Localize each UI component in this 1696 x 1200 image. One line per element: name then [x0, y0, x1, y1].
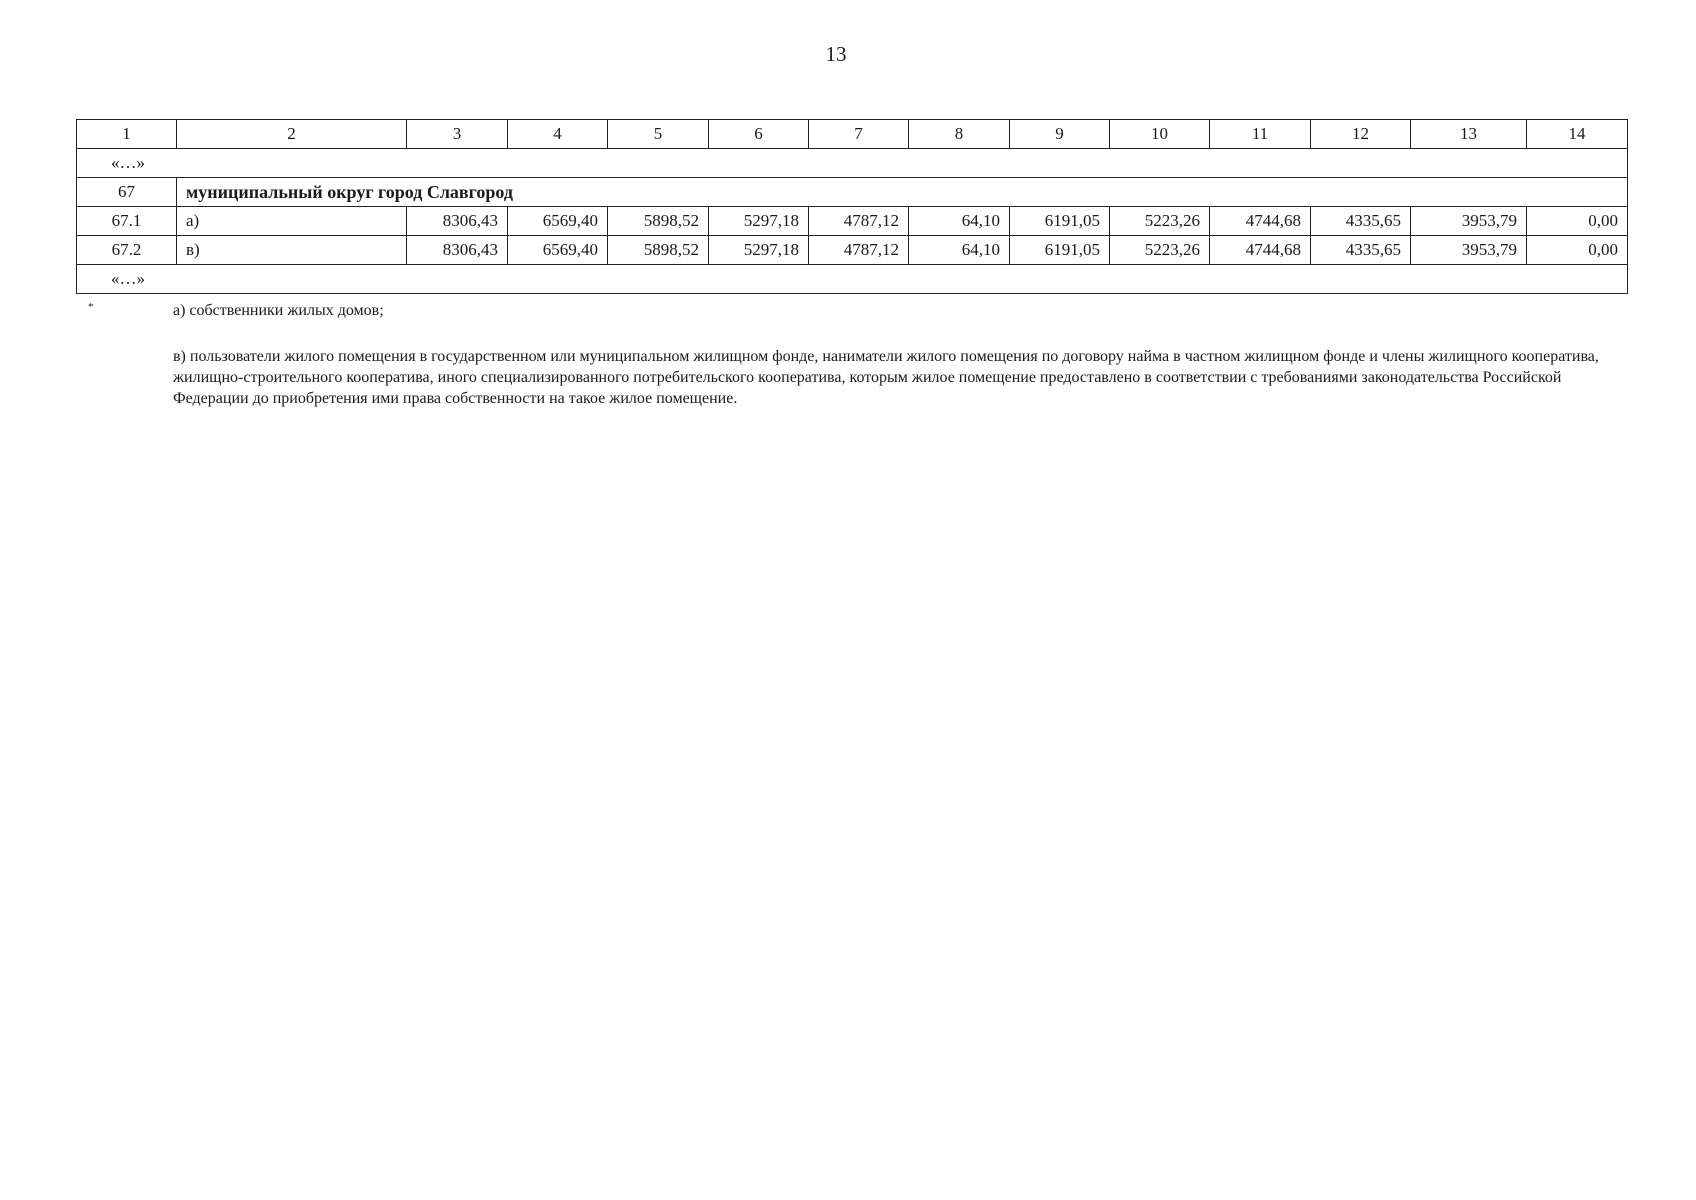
value-cell: 4335,65	[1311, 207, 1411, 236]
footnote-marker: *	[88, 301, 94, 313]
column-header: 1	[77, 120, 177, 149]
column-header: 10	[1110, 120, 1210, 149]
value-cell: 5898,52	[608, 207, 709, 236]
value-cell: 3953,79	[1411, 207, 1527, 236]
value-cell: 64,10	[909, 236, 1010, 265]
column-header: 14	[1527, 120, 1628, 149]
section-code: 67	[77, 178, 177, 207]
column-header: 7	[809, 120, 909, 149]
column-header: 12	[1311, 120, 1411, 149]
table-row	[77, 207, 1628, 236]
column-header: 3	[407, 120, 508, 149]
page-number: 13	[825, 42, 847, 66]
section-row	[77, 178, 1628, 207]
value-cell: 8306,43	[407, 207, 508, 236]
value-cell: 5297,18	[709, 236, 809, 265]
value-cell: 8306,43	[407, 236, 508, 265]
section-title: муниципальный округ город Славгород	[177, 178, 1628, 207]
column-header: 8	[909, 120, 1010, 149]
row-label: в)	[177, 236, 407, 265]
table-header-row	[77, 120, 1628, 149]
value-cell: 4787,12	[809, 236, 909, 265]
row-code: 67.1	[77, 207, 177, 236]
value-cell: 6569,40	[508, 236, 608, 265]
column-header: 13	[1411, 120, 1527, 149]
row-label: а)	[177, 207, 407, 236]
value-cell: 6191,05	[1010, 207, 1110, 236]
value-cell: 4744,68	[1210, 236, 1311, 265]
footnote-a: а) собственники жилых домов;	[173, 302, 384, 319]
value-cell: 4744,68	[1210, 207, 1311, 236]
column-header: 5	[608, 120, 709, 149]
value-cell: 64,10	[909, 207, 1010, 236]
ellipsis-marker: «…»	[77, 265, 1628, 294]
column-header: 6	[709, 120, 809, 149]
column-header: 9	[1010, 120, 1110, 149]
value-cell: 6191,05	[1010, 236, 1110, 265]
row-code: 67.2	[77, 236, 177, 265]
value-cell: 5297,18	[709, 207, 809, 236]
value-cell: 0,00	[1527, 207, 1628, 236]
value-cell: 4787,12	[809, 207, 909, 236]
value-cell: 4335,65	[1311, 236, 1411, 265]
column-header: 11	[1210, 120, 1311, 149]
value-cell: 5223,26	[1110, 207, 1210, 236]
value-cell: 0,00	[1527, 236, 1628, 265]
column-header: 4	[508, 120, 608, 149]
value-cell: 3953,79	[1411, 236, 1527, 265]
value-cell: 6569,40	[508, 207, 608, 236]
ellipsis-row	[77, 265, 1628, 294]
ellipsis-row	[77, 149, 1628, 178]
value-cell: 5898,52	[608, 236, 709, 265]
data-table	[76, 119, 1628, 294]
column-header: 2	[177, 120, 407, 149]
value-cell: 5223,26	[1110, 236, 1210, 265]
ellipsis-marker: «…»	[77, 149, 1628, 178]
footnote-b: в) пользователи жилого помещения в государственном или муниципальном жилищном фонде, наниматели жилого помещения по договору найма в частном жилищном фонде и члены жилищного кооператива, жилищно-строительного кооператива, иного специализированного потребительского кооператива, которым жилое помещение предоставлено в соответствии с требованиями законодательства Российской Федерации до приобретения ими права собственности на такое жилое помещение.	[173, 348, 1599, 407]
table-row	[77, 236, 1628, 265]
